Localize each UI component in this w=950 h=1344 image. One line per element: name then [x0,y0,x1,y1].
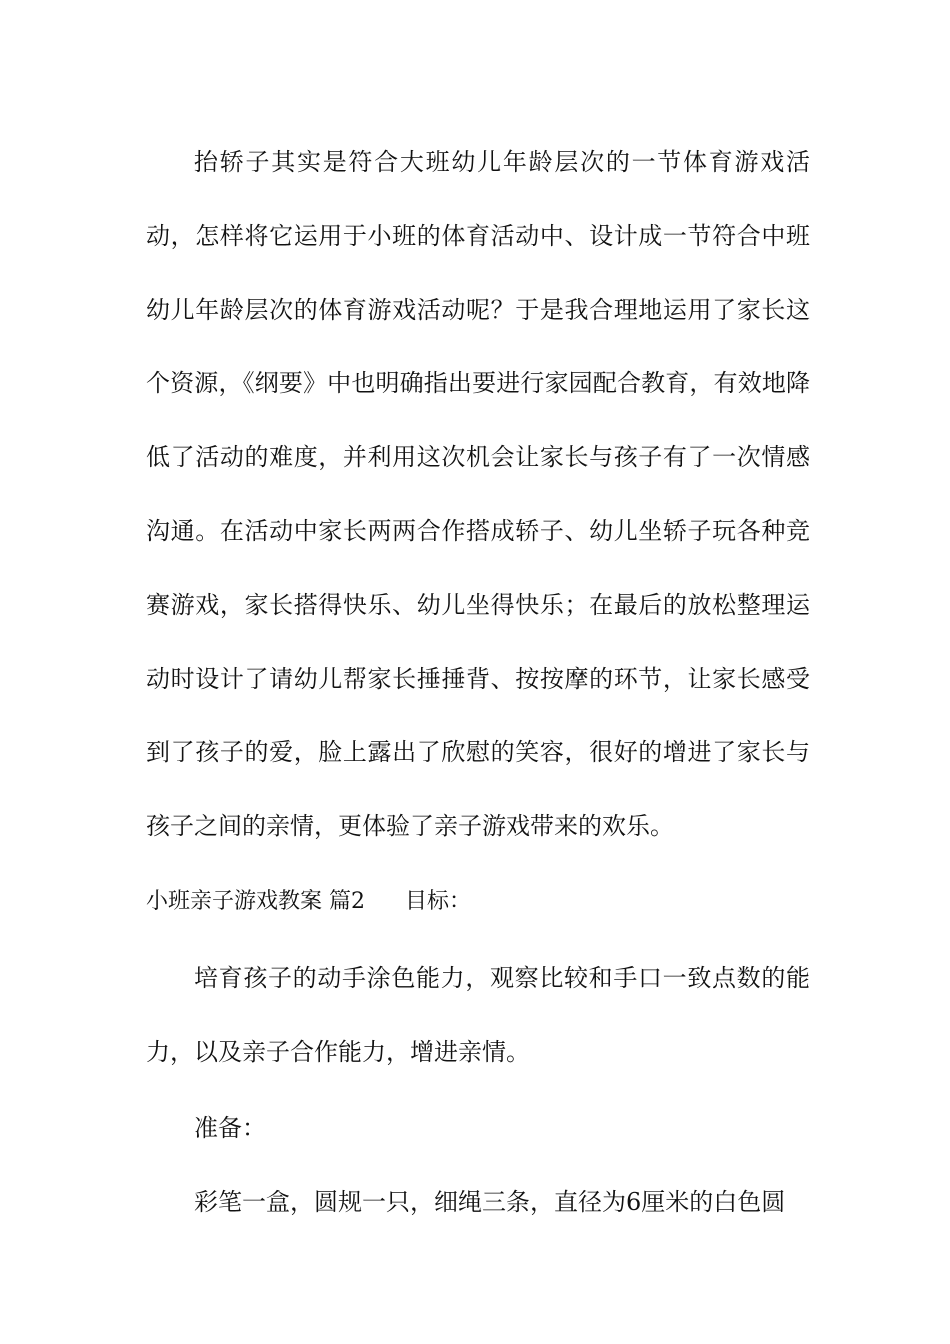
body-paragraph-1: 抬轿子其实是符合大班幼儿年龄层次的一节体育游戏活动，怎样将它运用于小班的体育活动中、设计成一节符合中班幼儿年龄层次的体育游戏活动呢？于是我合理地运用了家长这个资源，《纲要》中也明确指出要进行家园配合教育，有效地降低了活动的难度，并利用这次机会让家长与孩子有了一次情感沟通。在活动中家长两两合作搭成轿子、幼儿坐轿子玩各种竞赛游戏，家长搭得快乐、幼儿坐得快乐；在最后的放松整理运动时设计了请幼儿帮家长捶捶背、按按摩的环节，让家长感受到了孩子的爱，脸上露出了欣慰的笑容，很好的增进了家长与孩子之间的亲情，更体验了亲子游戏带来的欢乐。 [146,148,810,841]
materials-paragraph: 彩笔一盒，圆规一只，细绳三条，直径为6厘米的白色圆 [194,1188,786,1216]
section-title: 小班亲子游戏教案 篇2 [146,889,365,914]
preparation-label: 准备： [194,1114,266,1142]
section-heading-line [146,884,471,915]
goal-paragraph: 培育孩子的动手涂色能力，观察比较和手口一致点数的能力，以及亲子合作能力，增进亲情。 [146,964,810,1066]
goal-label: 目标： [405,889,472,914]
